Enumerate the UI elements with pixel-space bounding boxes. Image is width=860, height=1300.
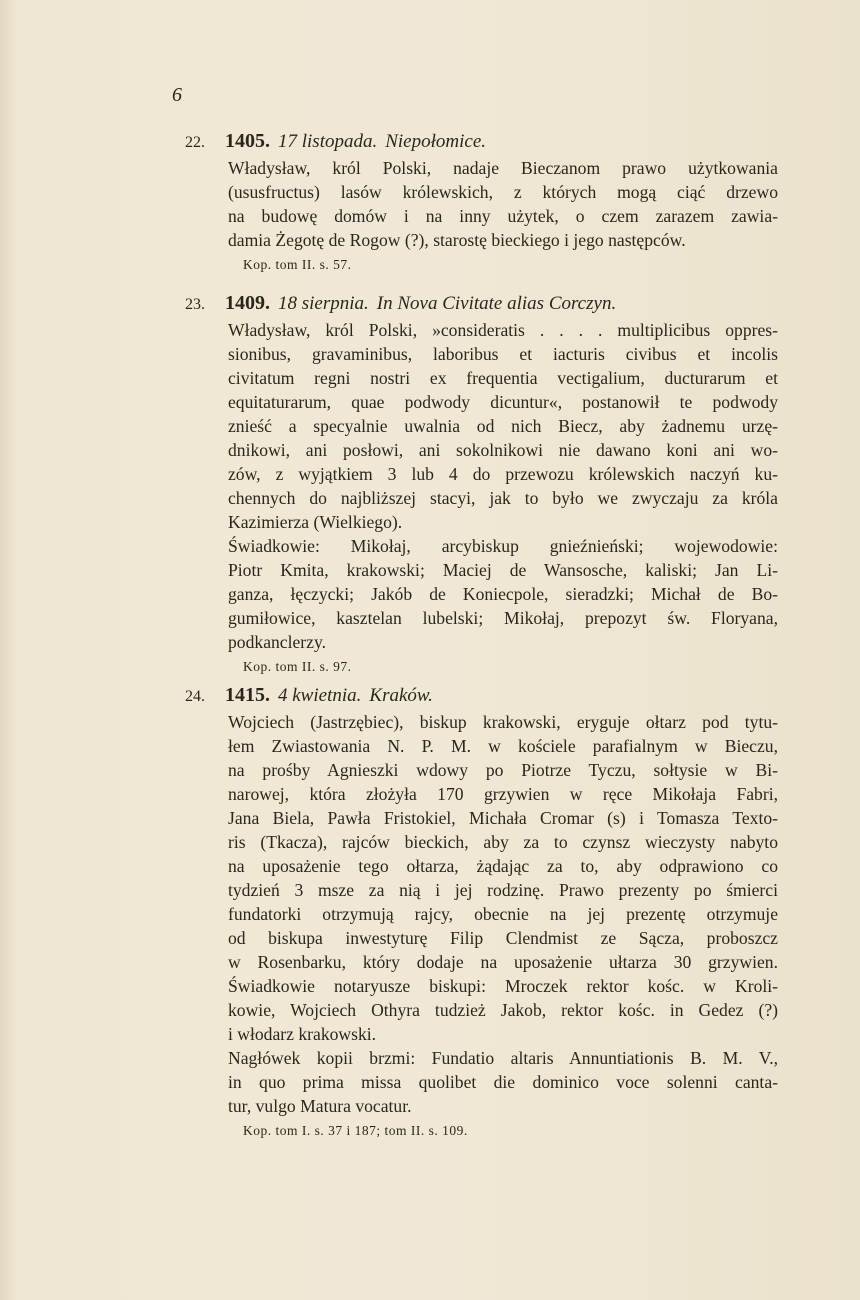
entry-number: 23.: [185, 296, 205, 313]
entry-dateline: [225, 684, 433, 707]
text-line: Władysław, król Polski, nadaje Bieczanom prawo użytkowania: [228, 158, 778, 178]
text-line: na uposażenie tego ołtarza, żądając za to, aby odprawiono co: [228, 856, 778, 876]
entry-year: 1405.: [225, 130, 270, 152]
text-line: Świadkowie: Mikołaj, arcybiskup gnieźnieński; wojewodowie:: [228, 536, 778, 556]
text-line: narowej, która złożyła 170 grzywien w ręce Mikołaja Fabri,: [228, 784, 778, 804]
entry-place: Kraków.: [369, 685, 433, 706]
source-reference: Kop. tom I. s. 37 i 187; tom II. s. 109.: [243, 1123, 468, 1138]
entry-date: 18 sierpnia.: [278, 293, 369, 314]
text-line: zów, z wyjątkiem 3 lub 4 do przewozu królewskich naczyń ku-: [228, 464, 778, 484]
text-line: w Rosenbarku, który dodaje na uposażenie ułtarza 30 grzywien.: [228, 952, 778, 972]
text-line: Władysław, król Polski, »consideratis . . . . multiplicibus oppres-: [228, 320, 778, 340]
entry-dateline: [225, 130, 486, 153]
text-line: equitaturarum, quae podwody dicuntur«, postanowił te podwody: [228, 392, 778, 412]
entry-body: [228, 156, 778, 276]
source-reference: Kop. tom II. s. 97.: [243, 659, 352, 674]
page-number: 6: [172, 84, 182, 106]
entry-22: [185, 130, 785, 276]
text-line: łem Zwiastowania N. P. M. w kościele parafialnym w Bieczu,: [228, 736, 778, 756]
text-line: damia Żegotę de Rogow (?), starostę bieckiego i jego następców.: [228, 230, 686, 250]
entry-date: 4 kwietnia.: [278, 685, 362, 706]
entry-year: 1409.: [225, 292, 270, 314]
text-line: Wojciech (Jastrzębiec), biskup krakowski, eryguje ołtarz pod tytu-: [228, 712, 778, 732]
entry-dateline: [225, 292, 616, 315]
text-line: znieść a specyalnie uwalnia od nich Biecz, aby żadnemu urzę-: [228, 416, 778, 436]
entry-23: [185, 292, 785, 678]
text-line: tur, vulgo Matura vocatur.: [228, 1096, 412, 1116]
text-line: Nagłówek kopii brzmi: Fundatio altaris Annuntiationis B. M. V.,: [228, 1048, 778, 1068]
entry-heading: [185, 684, 785, 710]
text-line: podkanclerzy.: [228, 632, 327, 652]
text-line: na budowę domów i na inny użytek, o czem zarazem zawia-: [228, 206, 778, 226]
text-line: Piotr Kmita, krakowski; Maciej de Wansosche, kaliski; Jan Li-: [228, 560, 778, 580]
entry-24: [185, 684, 785, 1142]
text-line: sionibus, gravaminibus, laboribus et iacturis civibus et incolis: [228, 344, 778, 364]
text-line: na prośby Agnieszki wdowy po Piotrze Tyczu, sołtysie w Bi-: [228, 760, 778, 780]
entry-heading: [185, 130, 785, 156]
text-line: Kazimierza (Wielkiego).: [228, 512, 403, 532]
entry-date: 17 listopada.: [278, 131, 378, 152]
text-line: Jana Biela, Pawła Fristokiel, Michała Cromar (s) i Tomasza Texto-: [228, 808, 778, 828]
text-line: (ususfructus) lasów królewskich, z których mogą ciąć drzewo: [228, 182, 778, 202]
entry-body: [228, 318, 778, 678]
text-line: kowie, Wojciech Othyra tudzież Jakob, rektor kośc. in Gedez (?): [228, 1000, 778, 1020]
source-reference: Kop. tom II. s. 57.: [243, 257, 352, 272]
text-line: gumiłowice, kasztelan lubelski; Mikołaj, prepozyt św. Floryana,: [228, 608, 778, 628]
text-line: i włodarz krakowski.: [228, 1024, 377, 1044]
text-line: od biskupa inwestyturę Filip Clendmist ze Sącza, proboszcz: [228, 928, 778, 948]
text-line: chennych do najbliższej stacyi, jak to było we zwyczaju za króla: [228, 488, 778, 508]
text-line: Świadkowie notaryusze biskupi: Mroczek rektor kośc. w Kroli-: [228, 976, 778, 996]
entry-body: [228, 710, 778, 1142]
text-line: in quo prima missa quolibet die dominico voce solenni canta-: [228, 1072, 778, 1092]
entry-place: In Nova Civitate alias Corczyn.: [376, 293, 617, 314]
text-line: ris (Tkacza), rajców bieckich, aby za to czynsz wieczysty nabyto: [228, 832, 778, 852]
text-line: tydzień 3 msze za nią i jej rodzinę. Prawo prezenty po śmierci: [228, 880, 778, 900]
entry-heading: [185, 292, 785, 318]
entry-year: 1415.: [225, 684, 270, 706]
text-line: ganza, łęczycki; Jakób de Koniecpole, sieradzki; Michał de Bo-: [228, 584, 778, 604]
text-line: fundatorki otrzymują rajcy, obecnie na jej prezentę otrzymuje: [228, 904, 778, 924]
entry-number: 24.: [185, 688, 205, 705]
text-line: civitatum regni nostri ex frequentia vectigalium, ducturarum et: [228, 368, 778, 388]
entry-number: 22.: [185, 134, 205, 151]
entry-place: Niepołomice.: [385, 131, 487, 152]
text-line: dnikowi, ani posłowi, ani sokolnikowi nie dawano koni ani wo-: [228, 440, 778, 460]
